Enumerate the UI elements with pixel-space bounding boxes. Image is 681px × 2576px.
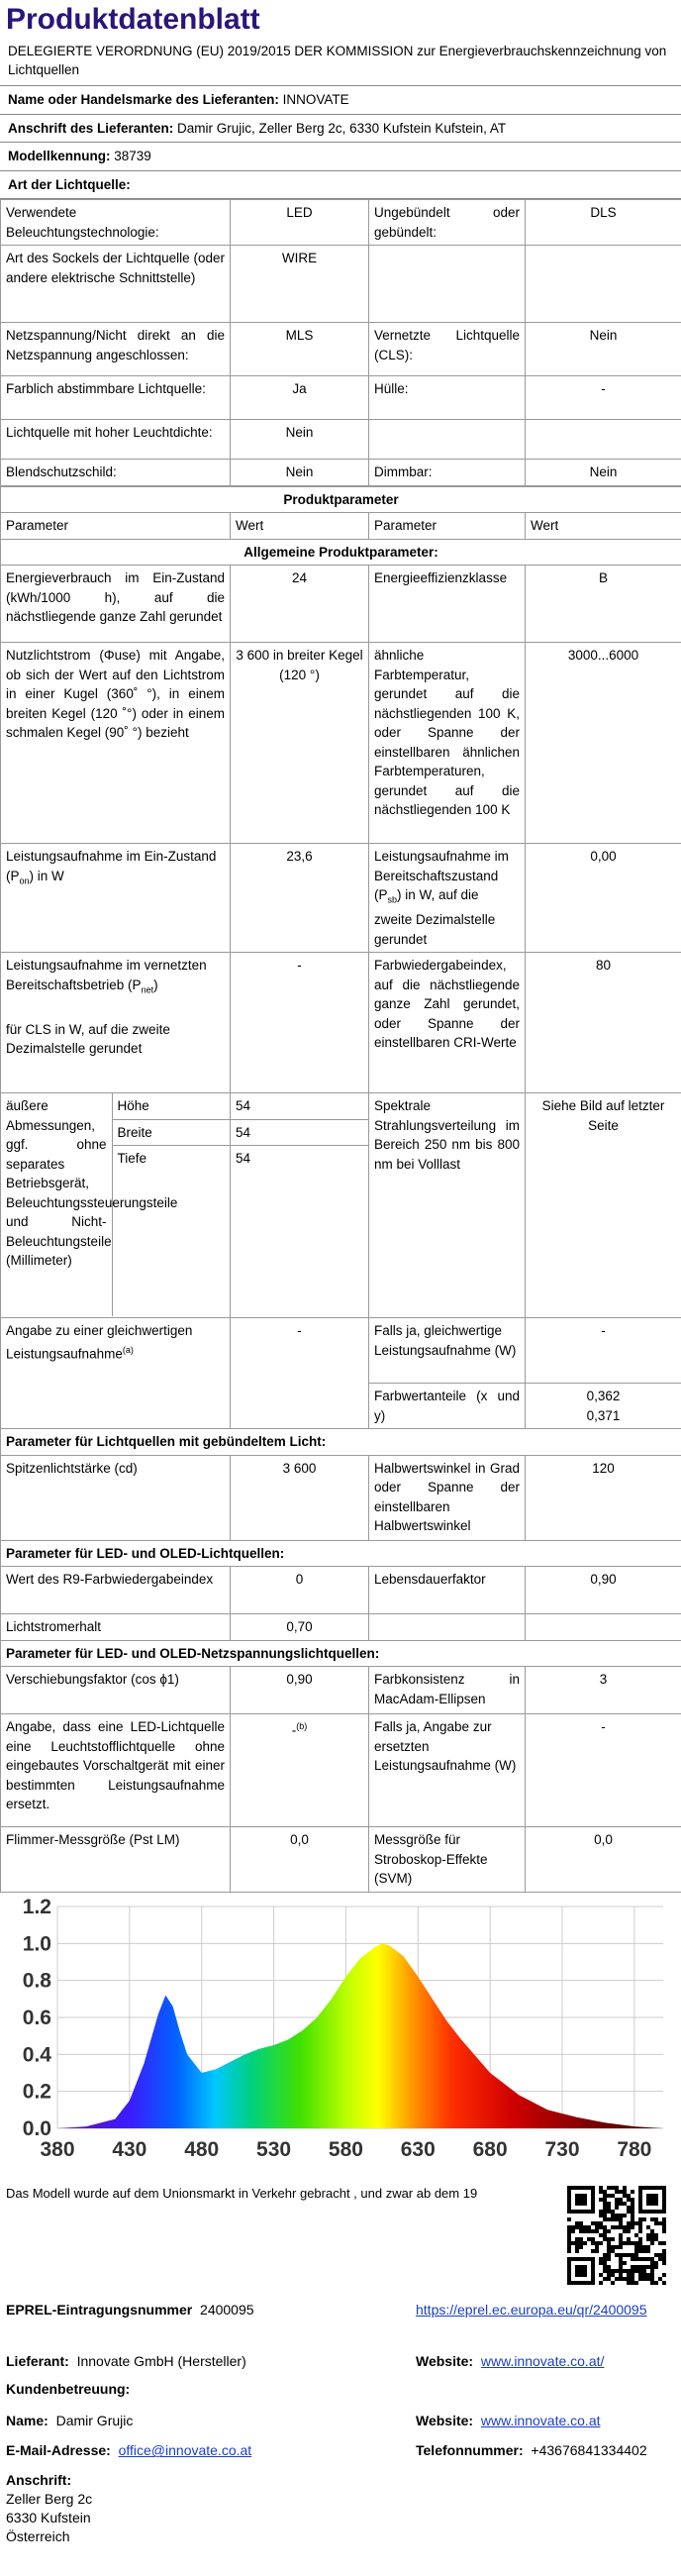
shift-factor-value: 0,90 [231, 1667, 369, 1714]
peak-intensity-value: 3 600 [231, 1455, 369, 1540]
x-tick-label: 530 [256, 2138, 291, 2161]
type-value: LED [231, 200, 369, 246]
type-label: Art des Sockels der Lichtquelle (oder andere elektrische Schnittstelle) [1, 246, 231, 323]
replace-value: -$^{(b)}$ [231, 1714, 369, 1827]
svm-value: 0,0 [526, 1827, 681, 1893]
model-value: 38739 [114, 149, 151, 163]
y-tick-label: 1.0 [23, 1933, 51, 1956]
peak-intensity-label: Spitzenlichtstärke (cd) [1, 1455, 231, 1540]
efficiency-label: Energieeffizienzklasse [369, 566, 526, 643]
address-label: Anschrift: [6, 2471, 71, 2489]
type-label: Blendschutzschild: [1, 460, 231, 486]
x-tick-label: 680 [473, 2138, 508, 2161]
y-tick-label: 0.0 [23, 2117, 51, 2140]
type-label-2 [369, 420, 526, 460]
type-row [1, 246, 681, 323]
type-label-2: Hülle: [369, 376, 526, 420]
website2-row: Website: www.innovate.co.at [416, 2412, 601, 2429]
color-consistency-label: Farbkonsistenz in MacAdam-Ellipsen [369, 1667, 526, 1714]
dimensions-label: äußere Abmessungen, ggf. ohne separates Betriebsgerät, Beleuchtungssteuerungsteile und Nicht-Beleuchtungsteile (Millimeter) [1, 1093, 112, 1316]
beam-angle-label: Halbwertswinkel in Grad oder Spanne der einstellbaren Halbwertswinkel [369, 1455, 526, 1540]
type-label-2: Dimmbar: [369, 460, 526, 486]
type-label-2: Ungebündelt oder gebündelt: [369, 200, 526, 246]
eprel-row: EPREL-Eintragungsnummer 2400095 [6, 2301, 254, 2318]
website2-link[interactable]: www.innovate.co.at [481, 2413, 601, 2428]
r9-value: 0 [231, 1567, 369, 1614]
power-on-label: Leistungsaufnahme im Ein-Zustand $(P_{on})$ in W [1, 844, 231, 953]
spectrum-area [57, 1944, 663, 2129]
supplier-row: Lieferant: Innovate GmbH (Hersteller) [6, 2352, 246, 2370]
height-label: Höhe [112, 1093, 230, 1119]
dimensions-cell [1, 1093, 231, 1318]
width-label: Breite [112, 1119, 230, 1146]
power-net-label: Leistungsaufnahme im vernetzten Bereitschaftsbetrieb $(P_{net})$ für CLS in W, auf die zweite Dezimalstelle gerundet [1, 953, 231, 1093]
type-label: Verwendete Beleuchtungstechnologie: [1, 200, 231, 246]
survival-label: Lebensdauerfaktor [369, 1567, 526, 1614]
replaced-power-label: Falls ja, Angabe zur ersetzten Leistungsaufnahme (W) [369, 1714, 526, 1827]
depth-value: 54 [231, 1146, 368, 1172]
power-on-value: 23,6 [231, 844, 369, 953]
replaced-power-value: - [526, 1714, 681, 1827]
power-net-value: - [231, 953, 369, 1093]
spectrum-svg [0, 1893, 681, 2170]
y-tick-label: 0.2 [23, 2081, 51, 2104]
efficiency-value: B [526, 566, 681, 643]
col-wert-2: Wert [526, 513, 681, 540]
regulation-text: DELEGIERTE VERORDNUNG (EU) 2019/2015 DER KOMMISSION zur Energieverbrauchskennzeichnung von Lichtquellen [0, 38, 681, 85]
chroma-value: 0,362 0,371 [526, 1384, 681, 1429]
flicker-label: Flimmer-Messgröße (Pst LM) [1, 1827, 231, 1893]
type-value-2: DLS [526, 200, 681, 246]
light-source-type-header: Art der Lichtquelle: [0, 170, 681, 200]
supplier-address-label: Anschrift des Lieferanten: [8, 121, 173, 136]
customer-care-label: Kundenbetreuung: [6, 2380, 130, 2398]
x-tick-label: 780 [617, 2138, 651, 2161]
led-header: Parameter für LED- und OLED-Lichtquellen: [1, 1540, 681, 1567]
width-value: 54 [231, 1120, 368, 1147]
x-tick-label: 730 [544, 2138, 579, 2161]
type-value: Nein [231, 420, 369, 460]
type-value: WIRE [231, 246, 369, 323]
directional-header: Parameter für Lichtquellen mit gebündeltem Licht: [1, 1429, 681, 1456]
x-tick-label: 580 [329, 2138, 363, 2161]
spectral-label: Spektrale Strahlungsverteilung im Bereich 250 nm bis 800 nm bei Volllast [369, 1093, 526, 1318]
website-link[interactable]: www.innovate.co.at/ [481, 2353, 605, 2369]
type-row [1, 420, 681, 460]
type-row [1, 200, 681, 246]
dimensions-values [231, 1093, 369, 1318]
flicker-value: 0,0 [231, 1827, 369, 1893]
market-text: Das Modell wurde auf dem Unionsmarkt in Verkehr gebracht , und zwar ab dem 19 [6, 2186, 477, 2203]
flux-value: 3 600 in breiter Kegel (120 °) [231, 643, 369, 844]
shift-factor-label: Verschiebungsfaktor (cos ϕ1) [1, 1667, 231, 1714]
type-label: Farblich abstimmbare Lichtquelle: [1, 376, 231, 420]
model-row [0, 142, 681, 170]
supplier-name-row [0, 85, 681, 114]
email-link[interactable]: office@innovate.co.at [119, 2442, 252, 2458]
col-wert-1: Wert [231, 513, 369, 540]
spectral-value: Siehe Bild auf letzter Seite [526, 1093, 681, 1318]
x-tick-label: 480 [184, 2138, 219, 2161]
energy-value: 24 [231, 566, 369, 643]
lumen-maintenance-value: 0,70 [231, 1614, 369, 1641]
mains-header: Parameter für LED- und OLED-Netzspannungslichtquellen: [1, 1640, 681, 1667]
type-row [1, 323, 681, 376]
supplier-name-value: INNOVATE [283, 92, 349, 107]
phone-row: Telefonnummer: +43676841334402 [416, 2441, 647, 2459]
equiv-power-label: Falls ja, gleichwertige Leistungsaufnahme (W) [369, 1318, 526, 1384]
r9-label: Wert des R9-Farbwiedergabeindex [1, 1567, 231, 1614]
type-value-2: - [526, 376, 681, 420]
survival-value: 0,90 [526, 1567, 681, 1614]
chroma-label: Farbwertanteile (x und y) [369, 1384, 526, 1429]
spectrum-chart [0, 1893, 681, 2170]
cri-label: Farbwiedergabeindex, auf die nächstliegende ganze Zahl gerundet, oder Spanne der einstellbaren CRI-Werte [369, 953, 526, 1093]
equiv-label: Angabe zu einer gleichwertigen Leistungsaufnahme$^{(a)}$ [1, 1318, 231, 1429]
type-label: Netzspannung/Nicht direkt an die Netzspannung angeschlossen: [1, 323, 231, 376]
replace-label: Angabe, dass eine LED-Lichtquelle eine Leuchtstofflichtquelle ohne eingebautes Vorschaltgerät mit einer bestimmten Leistungsaufnahme ersetzt. [1, 1714, 231, 1827]
y-tick-label: 0.6 [23, 2007, 51, 2029]
equiv-value: - [231, 1318, 369, 1429]
type-label-2: Vernetzte Lichtquelle (CLS): [369, 323, 526, 376]
type-label: Lichtquelle mit hoher Leuchtdichte: [1, 420, 231, 460]
footer [0, 2170, 681, 2576]
eprel-value: 2400095 [200, 2302, 254, 2318]
cct-label: ähnliche Farbtemperatur, gerundet auf die nächstliegenden 100 K, oder Spanne der einstellbaren ähnlichen Farbtemperaturen, gerundet auf die nächstliegenden 100 K [369, 643, 526, 844]
svm-label: Messgröße für Stroboskop-Effekte (SVM) [369, 1827, 526, 1893]
type-value-2 [526, 420, 681, 460]
type-table [0, 199, 681, 486]
power-sb-value: 0,00 [526, 844, 681, 953]
energy-label: Energieverbrauch im Ein-Zustand (kWh/1000 h), auf die nächstliegende ganze Zahl gerundet [1, 566, 231, 643]
general-header: Allgemeine Produktparameter: [1, 539, 681, 566]
supplier-address-value: Damir Grujic, Zeller Berg 2c, 6330 Kufstein Kufstein, AT [177, 121, 506, 136]
cct-value: 3000...6000 [526, 643, 681, 844]
type-row [1, 376, 681, 420]
product-params-header: Produktparameter [1, 486, 681, 513]
x-tick-label: 630 [401, 2138, 436, 2161]
y-tick-label: 1.2 [23, 1896, 51, 1918]
col-parameter-2: Parameter [369, 513, 526, 540]
equiv-power-value: - [526, 1318, 681, 1384]
page-title: Produktdatenblatt [0, 0, 681, 38]
type-value-2: Nein [526, 323, 681, 376]
lumen-maintenance-label: Lichtstromerhalt [1, 1614, 231, 1641]
height-value: 54 [231, 1093, 368, 1120]
y-tick-label: 0.8 [23, 1970, 52, 1993]
type-value: MLS [231, 323, 369, 376]
beam-angle-value: 120 [526, 1455, 681, 1540]
cri-value: 80 [526, 953, 681, 1093]
col-parameter-1: Parameter [1, 513, 231, 540]
qr-code-icon[interactable] [567, 2186, 666, 2285]
x-tick-label: 380 [40, 2138, 74, 2161]
type-value: Ja [231, 376, 369, 420]
email-row: E-Mail-Adresse: office@innovate.co.at [6, 2441, 251, 2459]
eprel-link[interactable]: https://eprel.ec.europa.eu/qr/2400095 [416, 2301, 673, 2318]
type-value-2 [526, 246, 681, 323]
type-value-2: Nein [526, 460, 681, 486]
contact-name-row: Name: Damir Grujic [6, 2412, 133, 2429]
product-params-table [0, 486, 681, 1894]
y-tick-label: 0.4 [23, 2044, 52, 2067]
x-tick-label: 430 [112, 2138, 146, 2161]
supplier-name-label: Name oder Handelsmarke des Lieferanten: [8, 92, 279, 107]
depth-label: Tiefe [112, 1146, 230, 1172]
color-consistency-value: 3 [526, 1667, 681, 1714]
power-sb-label: Leistungsaufnahme im Bereitschaftszustand $(P_{sb})$ in W, auf die zweite Dezimalstelle gerundet [369, 844, 526, 953]
model-label: Modellkennung: [8, 149, 111, 163]
website-row: Website: www.innovate.co.at/ [416, 2352, 604, 2370]
type-label-2 [369, 246, 526, 323]
supplier-address-row [0, 114, 681, 143]
type-row [1, 460, 681, 486]
type-value: Nein [231, 460, 369, 486]
flux-label: Nutzlichtstrom (Φuse) mit Angabe, ob sich der Wert auf den Lichtstrom in einer Kugel (360˚ °), in einem breiten Kegel (120 ˚°) oder in einem schmalen Kegel (90˚ °) bezieht [1, 643, 231, 844]
address-lines: Zeller Berg 2c 6330 Kufstein Österreich [6, 2490, 92, 2546]
